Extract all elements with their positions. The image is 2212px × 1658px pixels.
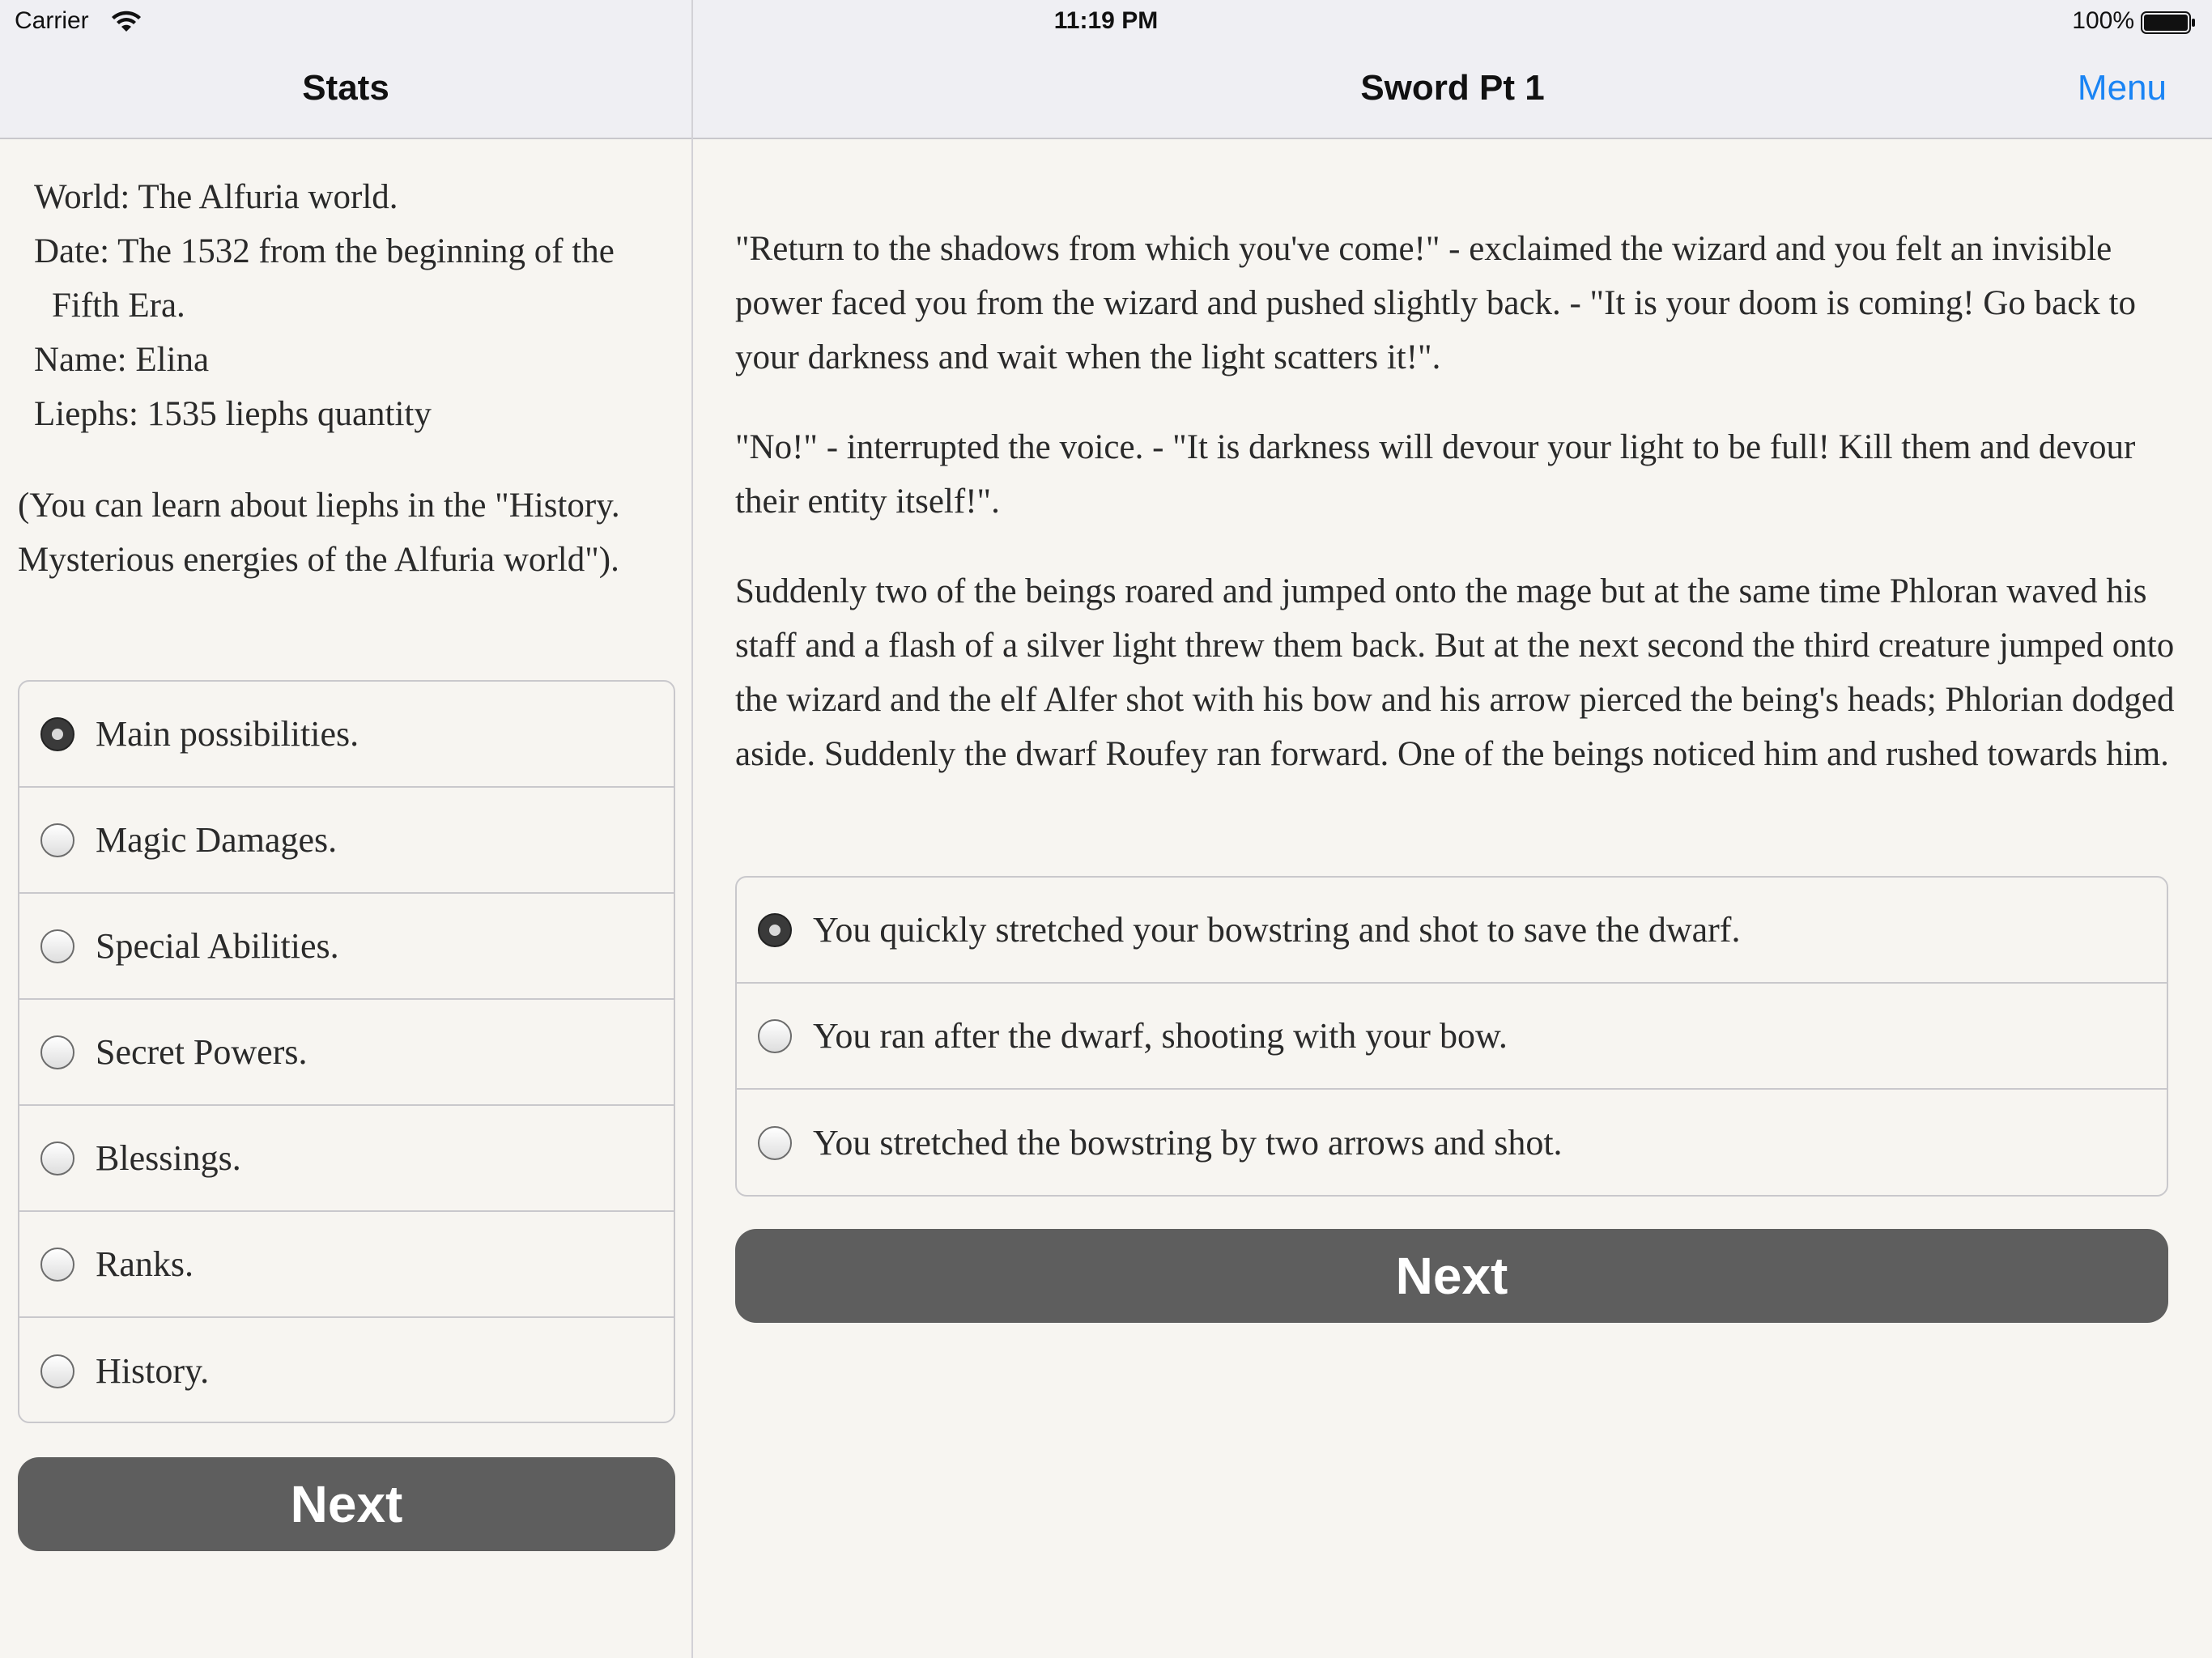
status-bar (0, 0, 2212, 44)
radio-icon[interactable] (758, 1019, 792, 1053)
stats-info (34, 170, 674, 441)
story-nav-bar (693, 44, 2212, 139)
radio-icon[interactable] (40, 1035, 74, 1069)
stats-world: World: The Alfuria world. (34, 178, 398, 216)
menu-button[interactable]: Menu (2077, 68, 2167, 108)
radio-icon[interactable] (40, 1354, 74, 1388)
stats-option[interactable] (19, 1000, 674, 1106)
stats-name: Name: Elina (34, 341, 210, 379)
stats-option[interactable] (19, 894, 674, 1000)
story-title: Sword Pt 1 (1360, 68, 1545, 108)
option-label: Magic Damages. (96, 820, 338, 860)
split-divider (691, 0, 693, 1658)
story-paragraph: "Return to the shadows from which you've come!" - exclaimed the wizard and you felt an invisible power faced you from the wizard and pushed slightly back. - "It is your doom is coming! Go back to your darkness and wait when the light scatters it!". (735, 230, 2136, 376)
radio-icon[interactable] (40, 1248, 74, 1282)
story-choice[interactable] (737, 878, 2167, 984)
option-label: Special Abilities. (96, 926, 339, 966)
option-label: History. (96, 1351, 210, 1391)
stats-option[interactable] (19, 1106, 674, 1212)
stats-option[interactable] (19, 1318, 674, 1423)
carrier-label: Carrier (15, 7, 89, 34)
choice-label: You ran after the dwarf, shooting with your bow. (813, 1016, 1508, 1056)
radio-icon[interactable] (758, 1126, 792, 1160)
radio-icon[interactable] (40, 823, 74, 857)
story-paragraph: "No!" - interrupted the voice. - "It is darkness will devour your light to be full! Kill them and devour their entity itself!". (735, 428, 2136, 521)
radio-icon[interactable] (40, 1141, 74, 1175)
story-choices-list (735, 876, 2168, 1197)
radio-icon[interactable] (40, 929, 74, 963)
stats-option[interactable] (19, 1212, 674, 1318)
choice-label: You stretched the bowstring by two arrows and shot. (813, 1123, 1563, 1163)
stats-liephs: Liephs: 1535 liephs quantity (34, 395, 432, 433)
story-choice[interactable] (737, 984, 2167, 1090)
stats-note: (You can learn about liephs in the "History. Mysterious energies of the Alfuria world"). (18, 487, 620, 579)
clock-time: 11:19 PM (1053, 7, 1159, 34)
option-label: Secret Powers. (96, 1032, 308, 1072)
option-label: Main possibilities. (96, 714, 359, 754)
story-choice[interactable] (737, 1090, 2167, 1196)
battery-icon (2141, 11, 2196, 35)
story-next-button[interactable]: Next (735, 1229, 2168, 1323)
option-label: Ranks. (96, 1244, 194, 1284)
option-label: Blessings. (96, 1138, 241, 1178)
radio-icon[interactable] (758, 913, 792, 947)
radio-icon[interactable] (40, 717, 74, 751)
choice-label: You quickly stretched your bowstring and shot to save the dwarf. (813, 910, 1741, 950)
battery-percent: 100% (2072, 7, 2134, 34)
stats-nav-bar (0, 44, 691, 139)
stats-option[interactable] (19, 788, 674, 894)
stats-options-list (18, 680, 675, 1423)
stats-next-button[interactable]: Next (18, 1457, 675, 1551)
story-paragraph: Suddenly two of the beings roared and jumped onto the mage but at the same time Phloran waved his staff and a flash of a silver light threw them back. But at the next second the third creature jumped onto the wizard and the elf Alfer shot with his bow and his arrow pierced the being's heads; Phlorian dodged aside. Suddenly the dwarf Roufey ran forward. One of the beings noticed him and rushed towards him. (735, 572, 2175, 773)
stats-date: Date: The 1532 from the beginning of the Fifth Era. (34, 232, 615, 325)
stats-title: Stats (302, 68, 389, 108)
stats-option[interactable] (19, 682, 674, 788)
story-text (735, 222, 2184, 817)
